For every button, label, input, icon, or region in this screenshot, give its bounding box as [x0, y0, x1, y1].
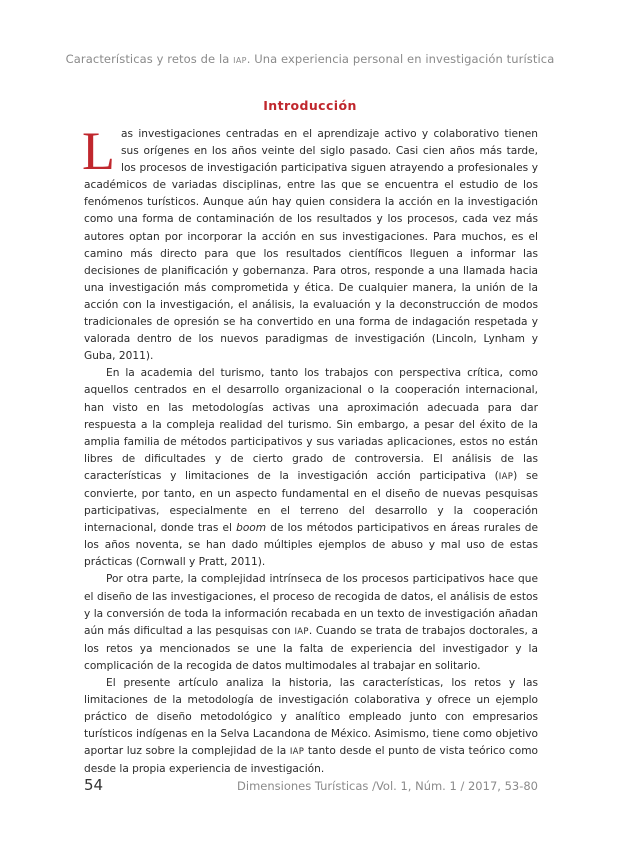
paragraph-4-text-2: tanto desde el punto de vista teórico como desde la propia experiencia de investigación.: [84, 745, 538, 776]
paragraph-3: [84, 571, 538, 675]
journal-citation: Dimensiones Turísticas /Vol. 1, Núm. 1 / 2017, 53-80: [237, 779, 538, 793]
page-number: 54: [84, 776, 104, 794]
paragraph-2-text-1: En la academia del turismo, tanto los trabajos con perspectiva crítica, como aquellos centrados en el desarrollo organizacional o la cooperación internacional, han visto en las metodologías activas una aproximación adecuada para dar respuesta a la compleja realidad del turismo. Sin embargo, a pesar del éxito de la amplia familia de métodos participativos y sus variadas aplicaciones, estos no están libres de dificultades y de cierto grado de controversia. El análisis de las características y limitaciones de la investigación acción participativa (: [84, 367, 538, 482]
paragraph-4: [84, 675, 538, 779]
section-title: Introducción: [263, 98, 357, 113]
paragraph-3-text-1: Por otra parte, la complejidad intrínseca de los procesos participativos hace que el diseño de las investigaciones, el proceso de recogida de datos, el análisis de estos y la conversión de toda la información recabada en un texto de investigación añadan aún más dificultad a las pesquisas con: [84, 573, 538, 637]
paragraph-4-text-1: El presente artículo analiza la historia, las características, los retos y las limitaciones de la metodología de investigación colaborativa y ofrece un ejemplo práctico de diseño metodológico y analítico empleado junto con empresarios turísticos indígenas en la Selva Lacandona de México. Asimismo, tiene como objetivo aportar luz sobre la complejidad de la: [84, 677, 538, 758]
paragraph-2-text-3: de los métodos participativos en áreas rurales de los años noventa, se han dado múltiples ejemplos de abuso y mal uso de estas prácticas (Cornwall y Pratt, 2011).: [84, 522, 538, 569]
acronym-iap: IAP: [498, 471, 514, 482]
paragraph-1: [82, 121, 538, 365]
italic-term: boom: [236, 522, 267, 535]
paragraph-3-text-2: . Cuando se trata de trabajos doctorales, a los retos ya mencionados se une la falta de experiencia del investigador y la complicación de la recogida de datos multimodales al trabajar en solitario.: [84, 624, 539, 672]
running-head: [0, 52, 620, 66]
drop-cap: L: [82, 121, 115, 181]
running-head-text-2: . Una experiencia personal en investigación turística: [246, 52, 555, 66]
acronym-iap: IAP: [294, 626, 309, 637]
paragraph-2: [84, 365, 538, 571]
running-head-acronym: IAP: [233, 56, 247, 65]
running-head-text-1: Características y retos de la: [65, 52, 234, 66]
paragraph-1-text: as investigaciones centradas en el aprendizaje activo y colaborativo tienen sus orígenes en los años veinte del siglo pasado. Casi cien años más tarde, los procesos de investigación participativa siguen atrayendo a profesionales y académicos de variadas disciplinas, entre las que se encuentra el estudio de los fenómenos turísticos. Aunque aún hay quien considera la acción en la investigación como una forma de contaminación de los resultados y los procesos, cada vez más autores optan por incorporar la acción en sus investigaciones. Para muchos, es el camino más directo para que los resultados científicos lleguen a informar las decisiones de planificación y gobernanza. Para otros, responde a una llamada hacia una investigación más comprometida y ética. De cualquier manera, la unión de la acción con la investigación, el análisis, la evaluación y la deconstrucción de modos tradicionales de opresión se ha convertido en una forma de indagación respetada y valorada dentro de los nuevos paradigmas de investigación (Lincoln, Lynham y Guba, 2011).: [84, 128, 538, 363]
article-body: [82, 121, 539, 779]
paragraph-2-text-2: ) se convierte, por tanto, en un aspecto fundamental en el diseño de nuevas pesquisas participativas, especialmente en el terreno del desarrollo y la cooperación internacional, donde tras el: [84, 469, 538, 535]
acronym-iap: IAP: [289, 747, 305, 758]
